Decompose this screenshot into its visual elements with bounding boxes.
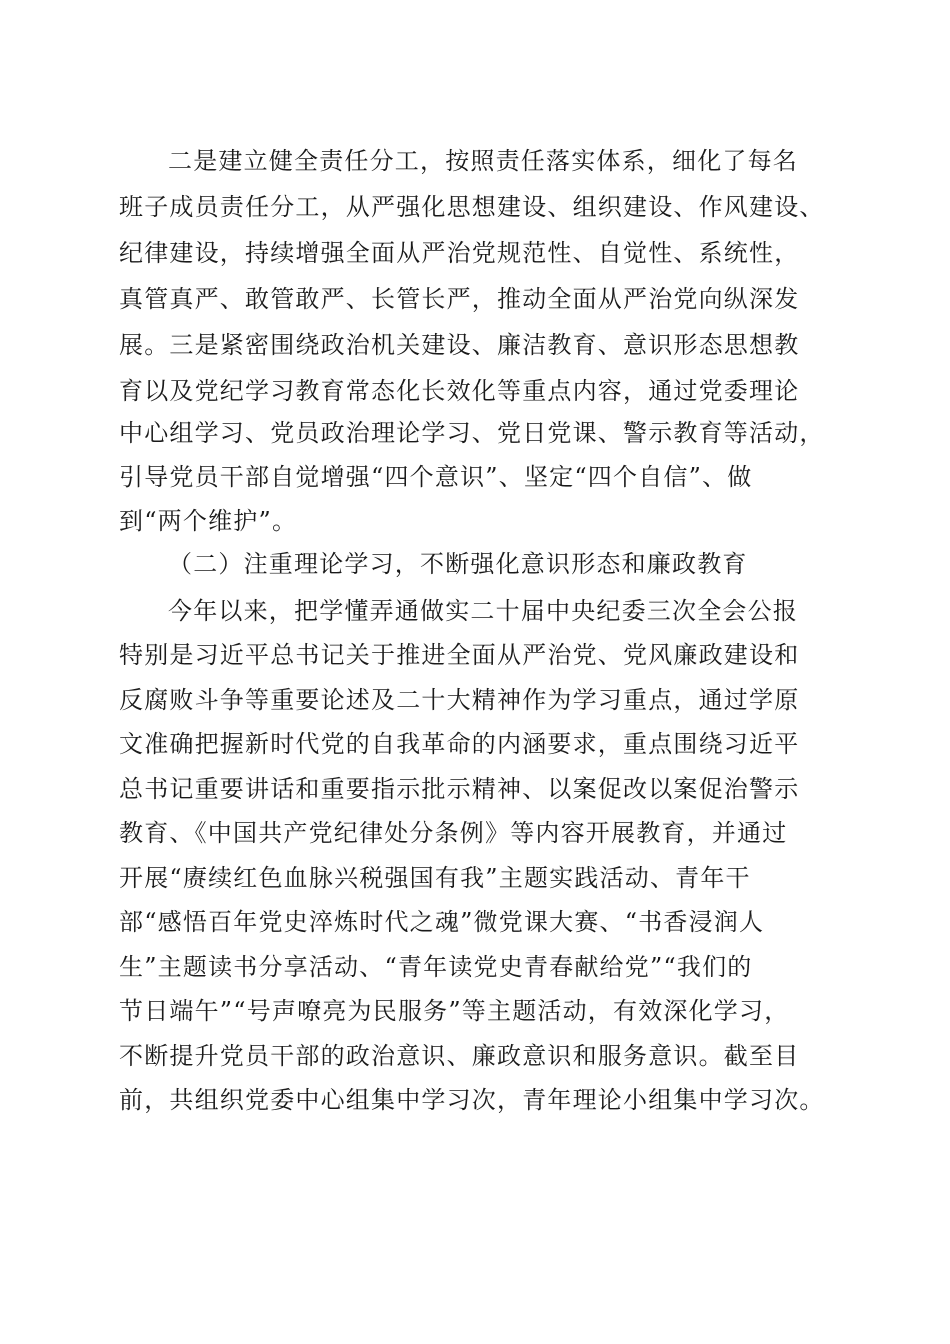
paragraph-1-line-5: 展。三是紧密围绕政治机关建设、廉洁教育、意识形态思想教 xyxy=(119,331,800,359)
paragraph-1-line-8: 引导党员干部自觉增强“四个意识”、坚定“四个自信”、做 xyxy=(119,463,753,491)
paragraph-2-line-1: 今年以来，把学懂弄通做实二十届中央纪委三次全会公报 xyxy=(168,597,798,625)
paragraph-1-line-4: 真管真严、敢管敢严、长管长严，推动全面从严治党向纵深发 xyxy=(119,285,800,313)
paragraph-2-line-11: 不断提升党员干部的政治意识、廉政意识和服务意识。截至目 xyxy=(119,1042,800,1070)
paragraph-2-line-2: 特别是习近平总书记关于推进全面从严治党、党风廉政建设和 xyxy=(119,641,800,669)
paragraph-1-line-3: 纪律建设，持续增强全面从严治党规范性、自觉性、系统性， xyxy=(119,239,800,267)
paragraph-1-line-2: 班子成员责任分工，从严强化思想建设、组织建设、作风建设、 xyxy=(119,193,825,221)
paragraph-2-line-6: 教育、《中国共产党纪律处分条例》等内容开展教育，并通过 xyxy=(119,819,788,847)
paragraph-2-line-5: 总书记重要讲话和重要指示批示精神、以案促改以案促治警示 xyxy=(119,775,800,803)
paragraph-1-line-6: 育以及党纪学习教育常态化长效化等重点内容，通过党委理论 xyxy=(119,377,800,405)
paragraph-2-line-4: 文准确把握新时代党的自我革命的内涵要求，重点围绕习近平 xyxy=(119,730,800,758)
paragraph-2-line-9: 生”主题读书分享活动、“青年读党史青春献给党”“我们的 xyxy=(119,953,753,981)
paragraph-2-line-10: 节日端午”“号声嘹亮为民服务”等主题活动，有效深化学习， xyxy=(119,997,790,1025)
paragraph-1-line-9: 到“两个维护”。 xyxy=(119,507,298,535)
paragraph-1-line-1: 二是建立健全责任分工，按照责任落实体系，细化了每名 xyxy=(168,147,798,175)
paragraph-2-line-12: 前，共组织党委中心组集中学习次，青年理论小组集中学习次。 xyxy=(119,1086,825,1114)
paragraph-1-line-7: 中心组学习、党员政治理论学习、党日党课、警示教育等活动， xyxy=(119,419,825,447)
paragraph-2-line-7: 开展“赓续红色血脉兴税强国有我”主题实践活动、青年干 xyxy=(119,864,751,892)
paragraph-2-line-3: 反腐败斗争等重要论述及二十大精神作为学习重点，通过学原 xyxy=(119,686,800,714)
section-heading: （二）注重理论学习，不断强化意识形态和廉政教育 xyxy=(168,550,748,578)
paragraph-2-line-8: 部“感悟百年党史淬炼时代之魂”微党课大赛、“书香浸润人 xyxy=(119,908,765,936)
